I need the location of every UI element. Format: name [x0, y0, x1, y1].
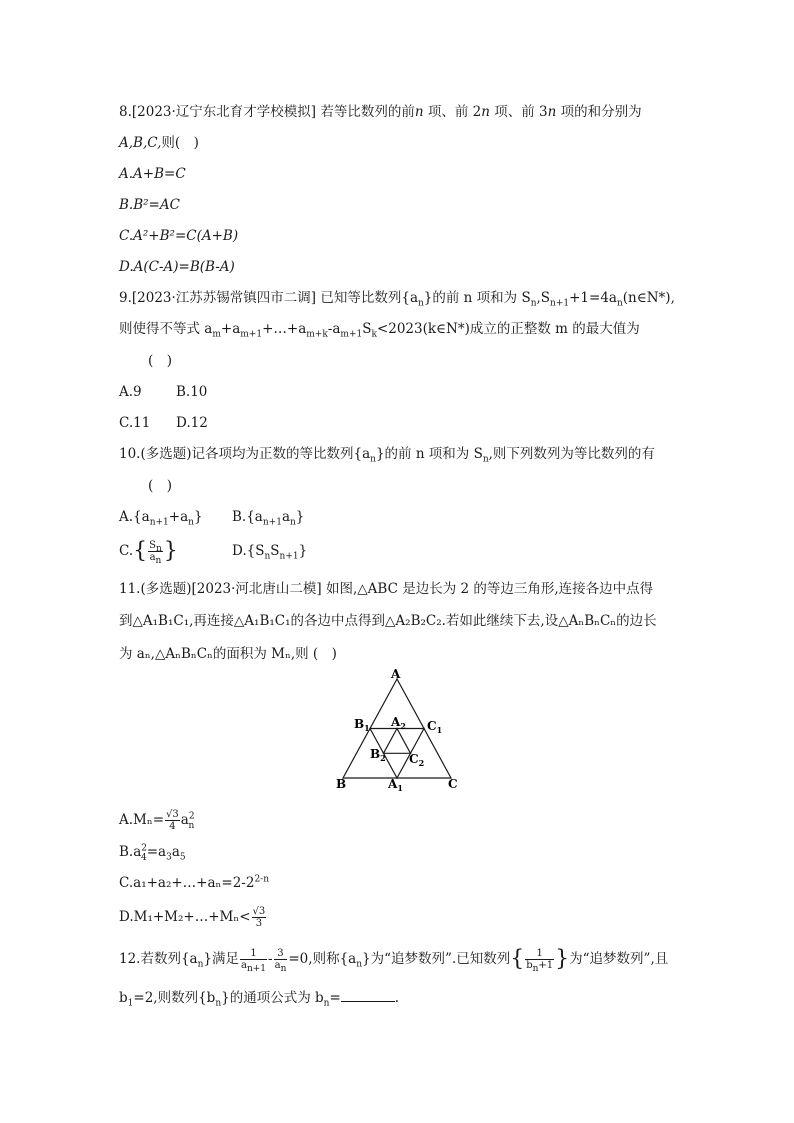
q9-option-c: C.11 — [119, 415, 151, 431]
label-b1: $B_1$ — [354, 717, 370, 733]
q9-option-b: B.10 — [176, 384, 208, 400]
q10-option-b: $B.\{a_{n+1}a_n\}$ — [232, 509, 305, 528]
label-c1: $C_1$ — [427, 719, 443, 735]
q8-stem-line2: A,B,C,则( ) — [119, 135, 199, 151]
q10-option-c: C.{ $\frac{S_n}{a_n}$ } — [119, 538, 178, 566]
q8-option-d: D.A(C-A)=B(B-A) — [119, 259, 235, 275]
label-a1: $A_1$ — [388, 777, 403, 792]
q11-option-d: D.M₁+M₂+…+Mₙ< $\frac{√3}{3}$ — [119, 906, 266, 929]
label-a2: $A_2$ — [391, 715, 406, 731]
q9-answer-paren: ( ) — [148, 353, 173, 369]
label-c2: $C_2$ — [409, 752, 425, 768]
q11-option-b: $B.a^2_4=a_3a_5$ — [119, 843, 186, 863]
q11-stem-line2: 到△A₁B₁C₁,再连接△A₁B₁C₁的各边中点得到△A₂B₂C₂.若如此继续下去,设△AₙBₙCₙ的边长 — [119, 613, 657, 629]
label-c: C — [448, 777, 458, 791]
triangle-a2b2c2 — [384, 729, 411, 754]
triangle-figure — [330, 666, 470, 792]
q9-stem-line2: 则使得不等式 $a_m+a_{m+1}+\dots+a_{m+k}-a_{m+1}S_k<2023(k\in N*)$成立的正整数 m 的最大值为 — [119, 321, 640, 340]
q11-stem-line1: 11.(多选题)[2023·河北唐山二模] 如图,△ABC 是边长为 2 的等边三角形,连接各边中点得 — [119, 581, 654, 597]
q12-stem-line2: $b_1=2$,则数列$\{b_n\}$的通项公式为 $b_n=$ . — [119, 990, 400, 1009]
q8-option-a: A.A+B=C — [119, 166, 186, 182]
q10-answer-paren: ( ) — [148, 478, 173, 494]
q8-stem-line1: 8.[2023·辽宁东北育才学校模拟] 若等比数列的前n 项、前 2n 项、前 3n 项的和分别为 — [119, 104, 642, 120]
label-b: B — [336, 777, 347, 791]
q9-option-d: D.12 — [176, 415, 208, 431]
q8-option-b: B.B²=AC — [119, 197, 180, 213]
q9-option-a: A.9 — [119, 384, 142, 400]
q9-stem-line1: 9.[2023·江苏苏锡常镇四市二调] 已知等比数列$\{a_n\}$的前 n 项和为 $S_n,S_{n+1}+1=4a_n(n\in N*)$, — [119, 290, 675, 309]
answer-blank[interactable] — [341, 989, 395, 1002]
q11-option-c: $C.a_1+a_2+\dots+a_n=2-2^{2-n}$ — [119, 874, 270, 891]
q12-stem-line1: 12.若数列$\{a_n\}$满足 $\frac{1}{a_{n+1}}$ - $\frac{3}{a_n}$ =0,则称$\{a_n\}$为“追梦数列”.已知数列{ $\frac{1}{b_n+1}$ }为“追梦数列”,且 — [119, 946, 669, 974]
label-a: A — [391, 667, 401, 681]
label-b2: $B_2$ — [370, 747, 386, 763]
q11-stem-line3: 为 aₙ,△AₙBₙCₙ的面积为 Mₙ,则 ( ) — [119, 646, 337, 662]
q10-option-a: $A.\{a_{n+1}+a_n\}$ — [119, 509, 203, 528]
q11-option-a: A.Mₙ= $\frac{√3}{4}$ $a^2_n$ — [119, 809, 195, 832]
q10-option-d: $D.\{S_nS_{n+1}\}$ — [232, 543, 308, 562]
q8-option-c: C.A²+B²=C(A+B) — [119, 228, 239, 244]
q10-stem-line1: 10.(多选题)记各项均为正数的等比数列$\{a_n\}$的前 n 项和为 $S_n$,则下列数列为等比数列的有 — [119, 446, 655, 465]
